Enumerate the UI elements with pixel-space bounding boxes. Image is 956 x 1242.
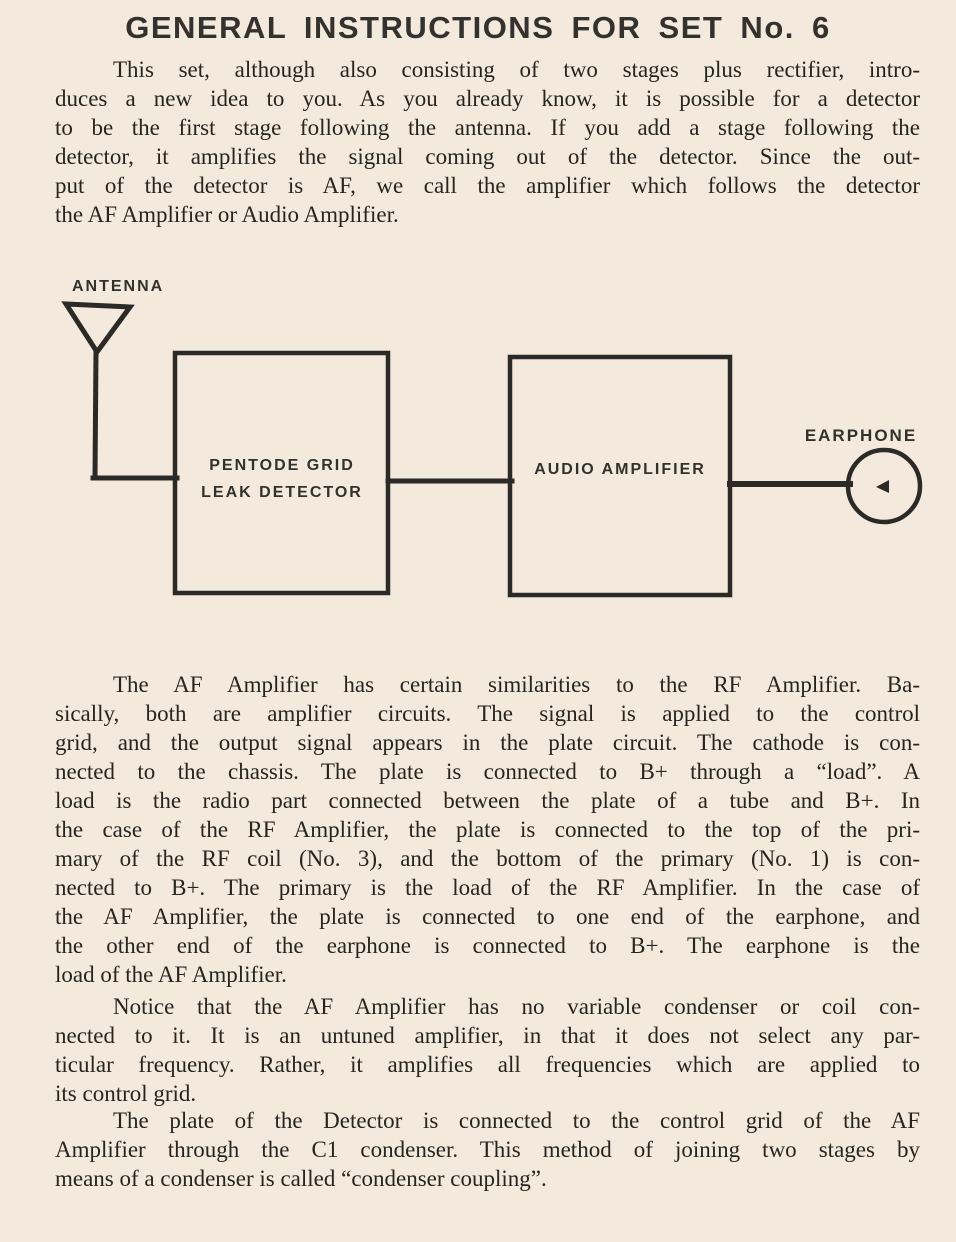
text-line: the case of the RF Amplifier, the plate is connected to the top of the pri- (55, 817, 920, 842)
antenna-label: ANTENNA (72, 278, 165, 295)
text-line: The plate of the Detector is connected to the control grid of the AF (113, 1108, 920, 1133)
text-line: ticular frequency. Rather, it amplifies all frequencies which are applied to (55, 1052, 920, 1077)
text-line: load of the AF Amplifier. (55, 962, 287, 987)
text-line: mary of the RF coil (No. 3), and the bottom of the primary (No. 1) is con- (55, 846, 920, 871)
paragraph-af-amplifier (55, 670, 920, 989)
text-line: nected to B+. The primary is the load of the RF Amplifier. In the case of (55, 875, 920, 900)
detector-box (175, 353, 388, 593)
text-line: nected to it. It is an untuned amplifier, in that it does not select any par- (55, 1023, 920, 1048)
text-line: to be the first stage following the antenna. If you add a stage following the (55, 115, 920, 140)
text-line: sically, both are amplifier circuits. The signal is applied to the control (55, 701, 920, 726)
text-line: the AF Amplifier, the plate is connected to one end of the earphone, and (55, 904, 920, 929)
text-line: means of a condenser is called “condenser coupling”. (55, 1166, 547, 1191)
text-line: the AF Amplifier or Audio Amplifier. (55, 202, 399, 227)
text-line: grid, and the output signal appears in the plate circuit. The cathode is con- (55, 730, 920, 755)
detector-label-line1: PENTODE GRID (209, 457, 355, 474)
antenna-icon (66, 304, 177, 478)
page-title: GENERAL INSTRUCTIONS FOR SET No. 6 (125, 10, 831, 45)
text-line: load is the radio part connected between the plate of a tube and B+. In (55, 788, 920, 813)
text-line: nected to the chassis. The plate is connected to B+ through a “load”. A (55, 759, 920, 784)
text-line: its control grid. (55, 1081, 197, 1106)
text-line: The AF Amplifier has certain similarities to the RF Amplifier. Ba- (113, 672, 920, 697)
paragraph-intro (55, 55, 920, 229)
amplifier-label: AUDIO AMPLIFIER (534, 461, 706, 478)
text-line: Notice that the AF Amplifier has no variable condenser or coil con- (113, 994, 920, 1019)
earphone-diaphragm-icon (876, 480, 889, 493)
text-line: duces a new idea to you. As you already know, it is possible for a detector (55, 86, 920, 111)
text-line: Amplifier through the C1 condenser. This method of joining two stages by (55, 1137, 920, 1162)
earphone-label: EARPHONE (804, 426, 918, 445)
paragraph-condenser-coupling (55, 1106, 920, 1193)
paragraph-untuned (55, 992, 920, 1108)
earphone-icon (848, 450, 920, 522)
amplifier-box (510, 357, 730, 595)
detector-label-line2: LEAK DETECTOR (201, 484, 363, 501)
text-line: the other end of the earphone is connected to B+. The earphone is the (55, 933, 920, 958)
text-line: This set, although also consisting of two stages plus rectifier, intro- (113, 57, 920, 82)
text-line: put of the detector is AF, we call the amplifier which follows the detector (55, 173, 920, 198)
text-line: detector, it amplifies the signal coming out of the detector. Since the out- (55, 144, 920, 169)
